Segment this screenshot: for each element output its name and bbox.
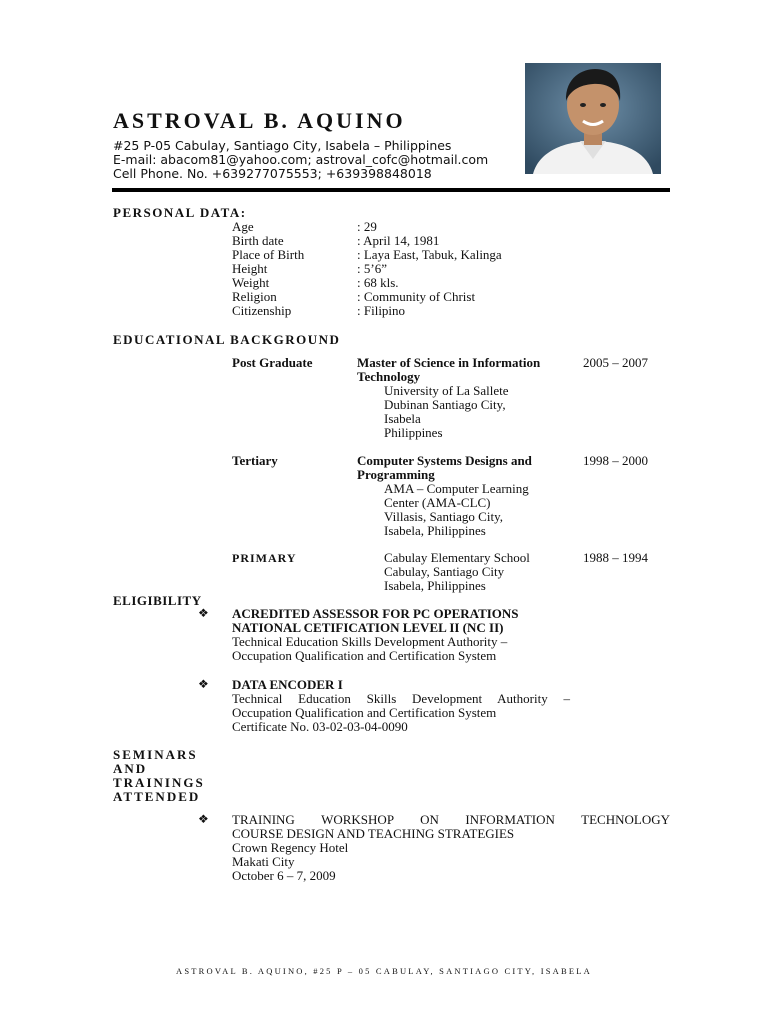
seminars-heading-line: AND [113,761,148,776]
email-line: E-mail: abacom81@yahoo.com; astroval_cofc@hotmail.com [113,152,489,167]
detail-line: Dubinan Santiago City, [384,397,506,412]
education-degree [357,356,540,384]
eligibility-title: DATA ENCODER I [232,677,343,692]
eligibility-heading: ELIGIBILITY [113,593,202,608]
phone-line: Cell Phone. No. +639277075553; +639398848018 [113,166,432,181]
eligibility-title: ACREDITED ASSESSOR FOR PC OPERATIONS [232,606,519,621]
degree-line: Master of Science in Information [357,355,541,370]
seminars-heading-line: SEMINARS [113,747,198,762]
eligibility-line: Occupation Qualification and Certification System [232,705,497,720]
seminar-line: Crown Regency Hotel [232,840,349,855]
seminars-heading-line: ATTENDED [113,789,201,804]
eligibility-item [232,678,570,734]
education-years: 1998 – 2000 [583,453,648,468]
detail-line: University of La Sallete [384,383,509,398]
diamond-bullet-icon: ❖ [198,812,209,826]
seminar-line: Makati City [232,854,295,869]
page-footer: ASTROVAL B. AQUINO, #25 P – 05 CABULAY, SANTIAGO CITY, ISABELA [176,966,592,976]
personal-value: : 68 kls. [357,275,399,290]
eligibility-line: Technical Education Skills Development Authority – [232,691,570,706]
personal-value: : April 14, 1981 [357,233,440,248]
personal-value: : 5’6” [357,261,387,276]
education-details [384,551,530,593]
education-degree [357,454,532,482]
seminar-item [232,813,670,883]
personal-row [232,304,502,318]
detail-line: Cabulay Elementary School [384,550,530,565]
personal-data-table [232,220,502,318]
eligibility-line: Occupation Qualification and Certification System [232,648,497,663]
education-years: 2005 – 2007 [583,355,648,370]
personal-value: : Laya East, Tabuk, Kalinga [357,247,502,262]
degree-line: Programming [357,467,435,482]
detail-line: Cabulay, Santiago City [384,564,505,579]
personal-row [232,234,502,248]
personal-data-heading: PERSONAL DATA: [113,205,247,220]
personal-row [232,276,502,290]
degree-line: Computer Systems Designs and [357,453,532,468]
seminar-title: TRAINING WORKSHOP ON INFORMATION TECHNOLOGY [232,812,670,827]
contact-block [113,139,488,181]
diamond-bullet-icon: ❖ [198,606,209,620]
eligibility-line: Certificate No. 03-02-03-04-0090 [232,719,408,734]
eligibility-line: Technical Education Skills Development Authority – [232,634,508,649]
detail-line: Center (AMA-CLC) [384,495,491,510]
personal-label: Age [232,219,254,234]
seminars-heading-line: TRAININGS [113,775,205,790]
education-level: Tertiary [232,453,278,468]
education-years: 1988 – 1994 [583,550,648,565]
detail-line: Isabela [384,411,421,426]
detail-line: AMA – Computer Learning [384,481,529,496]
eligibility-item [232,607,519,663]
address-line: #25 P-05 Cabulay, Santiago City, Isabela – Philippines [113,138,452,153]
detail-line: Villasis, Santiago City, [384,509,503,524]
personal-row [232,262,502,276]
personal-label: Weight [232,275,270,290]
personal-value: : 29 [357,219,377,234]
degree-line: Technology [357,369,421,384]
detail-line: Isabela, Philippines [384,523,486,538]
seminars-heading [113,748,205,804]
eligibility-title: NATIONAL CETIFICATION LEVEL II (NC II) [232,620,504,635]
personal-label: Place of Birth [232,247,305,262]
header-divider [112,188,670,192]
education-level: PRIMARY [232,551,297,565]
personal-row [232,220,502,234]
diamond-bullet-icon: ❖ [198,677,209,691]
personal-label: Birth date [232,233,284,248]
personal-row [232,248,502,262]
education-heading: EDUCATIONAL BACKGROUND [113,332,341,347]
profile-photo [525,63,661,174]
detail-line: Isabela, Philippines [384,578,486,593]
seminar-line: October 6 – 7, 2009 [232,868,336,883]
applicant-name: ASTROVAL B. AQUINO [113,108,406,133]
seminar-title: COURSE DESIGN AND TEACHING STRATEGIES [232,826,515,841]
personal-value: : Filipino [357,303,406,318]
education-level: Post Graduate [232,355,313,370]
education-details [384,384,509,440]
detail-line: Philippines [384,425,443,440]
personal-label: Citizenship [232,303,292,318]
personal-row [232,290,502,304]
education-details [384,482,529,538]
personal-label: Height [232,261,268,276]
personal-value: : Community of Christ [357,289,476,304]
personal-label: Religion [232,289,277,304]
